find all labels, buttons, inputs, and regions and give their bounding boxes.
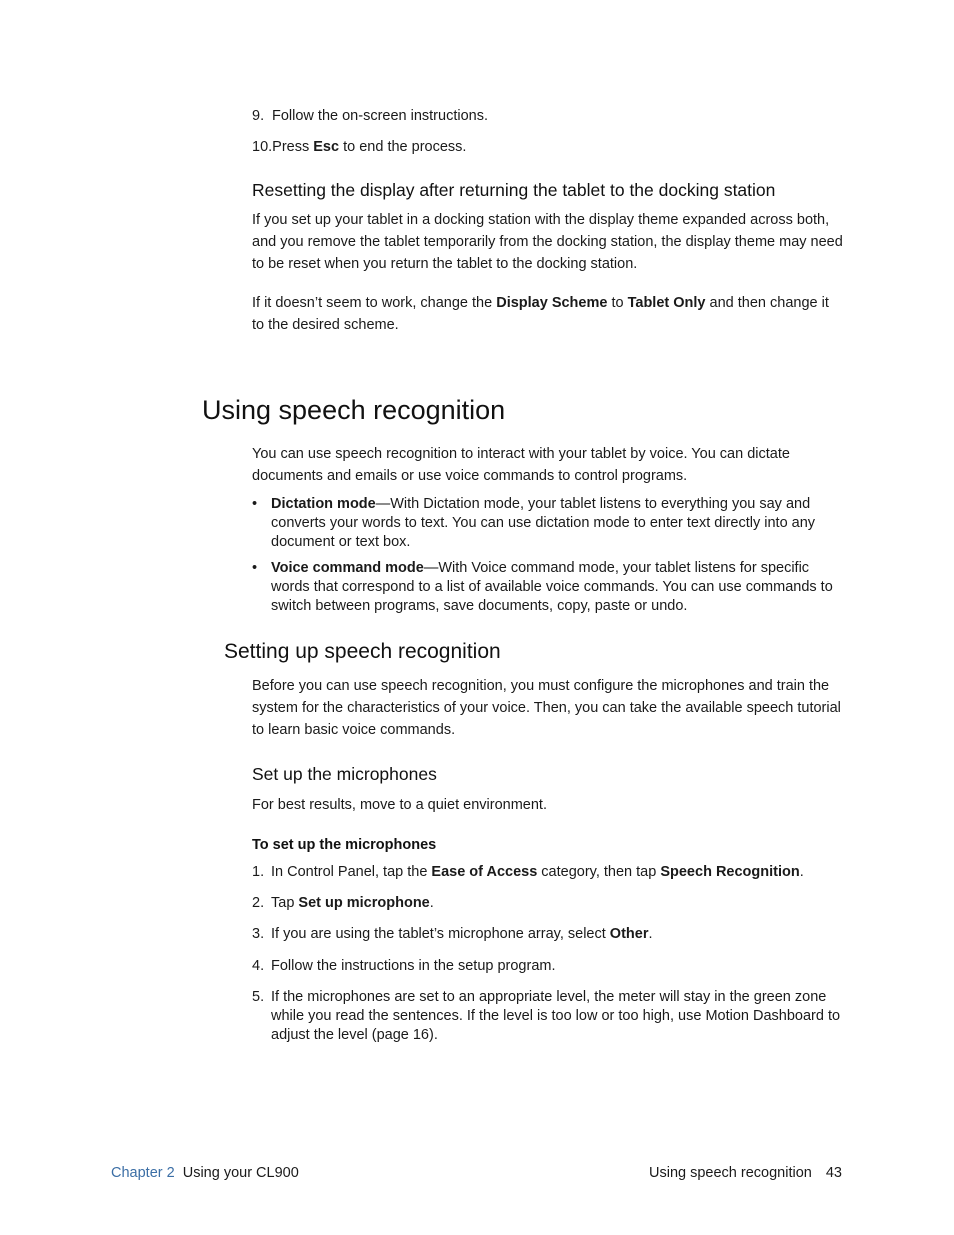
bullet-item-dictation (252, 495, 844, 552)
text-run: Tap (271, 895, 299, 911)
procedure-heading: To set up the microphones (252, 837, 437, 853)
bullet-text: —With Dictation mode, your tablet listens to everything you say and converts your words to text. You can use dictation mode to enter text directly into any document or text box. (271, 496, 816, 550)
microphones-paragraph: For best results, move to a quiet environment. (252, 797, 547, 813)
bold-ease-of-access: Ease of Access (431, 864, 538, 880)
text-run: . (799, 864, 804, 880)
step-number: 4. (252, 958, 265, 974)
bold-display-scheme: Display Scheme (496, 295, 608, 311)
bullet-bold: Dictation mode (271, 496, 376, 512)
page-number: 43 (825, 1165, 842, 1181)
bold-speech-recognition: Speech Recognition (660, 864, 800, 880)
footer-chapter-title: Using your CL900 (182, 1165, 299, 1181)
bullet-text: —With Voice command mode, your tablet listens for specific words that correspond to a list of available voice commands. You can use commands to switch between programs, save documents, copy, paste or undo. (271, 560, 833, 614)
footer-right (649, 1163, 842, 1183)
step-number: 1. (252, 864, 265, 880)
setup-step-1 (252, 863, 844, 882)
bullet-bold: Voice command mode (271, 560, 424, 576)
page-section-title: Using speech recognition (202, 395, 506, 425)
setup-paragraph: Before you can use speech recognition, you must configure the microphones and train the system for the characteristics of your voice. Then, you can take the available speech tutorial to learn basic voice commands. (252, 678, 841, 738)
text-run: In Control Panel, tap the (271, 864, 432, 880)
reset-heading: Resetting the display after returning the tablet to the docking station (252, 180, 776, 200)
bold-tablet-only: Tablet Only (627, 295, 706, 311)
reset-paragraph-1: If you set up your tablet in a docking station with the display theme expanded across both, and you remove the tablet temporarily from the docking station, the display theme may need to be reset when you return the tablet to the docking station. (252, 212, 843, 272)
step-number: 10. (252, 139, 273, 155)
bullet-item-voice-command (252, 559, 844, 616)
step-number: 9. (252, 108, 265, 124)
setup-step-5 (252, 988, 844, 1045)
bold-set-up-microphone: Set up microphone (298, 895, 430, 911)
microphones-heading: Set up the microphones (252, 764, 437, 784)
setup-step-4 (252, 957, 844, 976)
speech-intro: You can use speech recognition to interact with your tablet by voice. You can dictate documents and emails or use voice commands to control programs. (252, 446, 790, 484)
text-run: . (648, 926, 653, 942)
footer-chapter: Chapter 2 (111, 1165, 175, 1181)
bullet-symbol: • (252, 496, 258, 512)
step-text-bold: Esc (313, 139, 340, 155)
text-run: If it doesn’t seem to work, change the (252, 295, 497, 311)
text-run: to (607, 295, 628, 311)
footer-left (111, 1163, 299, 1183)
text-run: category, then tap (537, 864, 661, 880)
bold-other: Other (609, 926, 649, 942)
footer-section: Using speech recognition (649, 1165, 812, 1181)
step-9 (252, 107, 842, 126)
step-number: 3. (252, 926, 265, 942)
text-run: and then change it to the desired scheme. (252, 295, 829, 333)
setup-heading: Setting up speech recognition (224, 640, 501, 663)
step-text-pre: Press (272, 139, 314, 155)
step-10 (252, 138, 842, 157)
text-run: . (429, 895, 434, 911)
text-run: If the microphones are set to an appropriate level, the meter will stay in the green zone while you read the sentences. If the level is too low or too high, use Motion Dashboard to adjust the level (page 16). (271, 989, 841, 1043)
reset-paragraph-2 (252, 292, 844, 336)
setup-step-3 (252, 925, 844, 944)
step-number: 2. (252, 895, 265, 911)
text-run: Follow the instructions in the setup program. (271, 958, 556, 974)
step-text-post: to end the process. (339, 139, 467, 155)
setup-step-2 (252, 894, 844, 913)
step-number: 5. (252, 989, 265, 1005)
text-run: If you are using the tablet’s microphone array, select (271, 926, 610, 942)
step-text: Follow the on-screen instructions. (272, 108, 488, 124)
bullet-symbol: • (252, 560, 258, 576)
